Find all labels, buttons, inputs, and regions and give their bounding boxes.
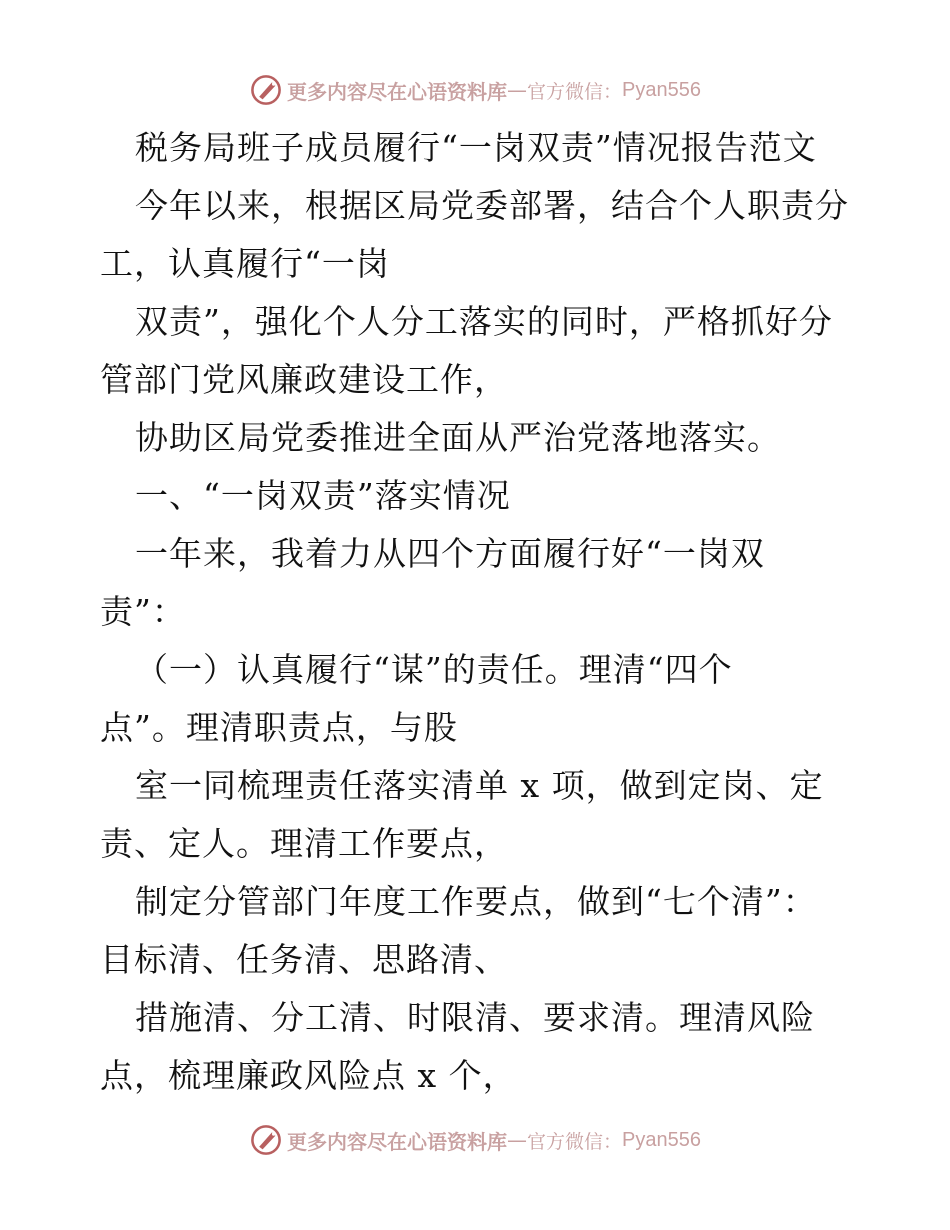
watermark-separator: — [507,78,527,102]
section-heading: 一、“一岗双责”落实情况 [135,476,511,515]
header-watermark [0,70,950,110]
paragraph-line: 双责”，强化个人分工落实的同时，严格抓好分 [135,302,833,341]
paragraph-line: 工，认真履行“一岗 [100,244,390,283]
paragraph-line: 管部门党风廉政建设工作， [100,360,508,399]
watermark-separator: — [507,1128,527,1152]
watermark-wechat-id: Pyan556 [622,1128,701,1151]
paragraph-line: 目标清、任务清、思路清、 [100,940,508,979]
document-title: 税务局班子成员履行“一岗双责”情况报告范文 [135,128,817,167]
paragraph-line: 制定分管部门年度工作要点，做到“七个清”： [135,882,817,921]
footer-watermark [0,1120,950,1160]
paragraph-line: 点，梳理廉政风险点 x 个， [100,1056,517,1095]
pen-circle-logo-icon [249,1123,283,1157]
paragraph-line: 一年来，我着力从四个方面履行好“一岗双 [135,534,765,573]
paragraph-line: 点”。理清职责点，与股 [100,708,458,747]
watermark-sub-text: 官方微信： [527,1130,623,1153]
paragraph-line: 协助区局党委推进全面从严治党落地落实。 [135,418,781,457]
paragraph-line: 今年以来，根据区局党委部署，结合个人职责分 [135,186,849,225]
paragraph-line: 措施清、分工清、时限清、要求清。理清风险 [135,998,815,1037]
paragraph-line: 责”： [100,592,186,631]
subsection-heading: （一）认真履行“谋”的责任。理清“四个 [135,650,733,689]
watermark-main-text: 更多内容尽在心语资料库 [287,79,507,104]
pen-circle-logo-icon [249,73,283,107]
watermark-sub-text: 官方微信： [527,80,623,103]
paragraph-line: 室一同梳理责任落实清单 x 项，做到定岗、定 [135,766,824,805]
watermark-main-text: 更多内容尽在心语资料库 [287,1129,507,1154]
watermark-wechat-id: Pyan556 [622,78,701,101]
paragraph-line: 责、定人。理清工作要点， [100,824,508,863]
